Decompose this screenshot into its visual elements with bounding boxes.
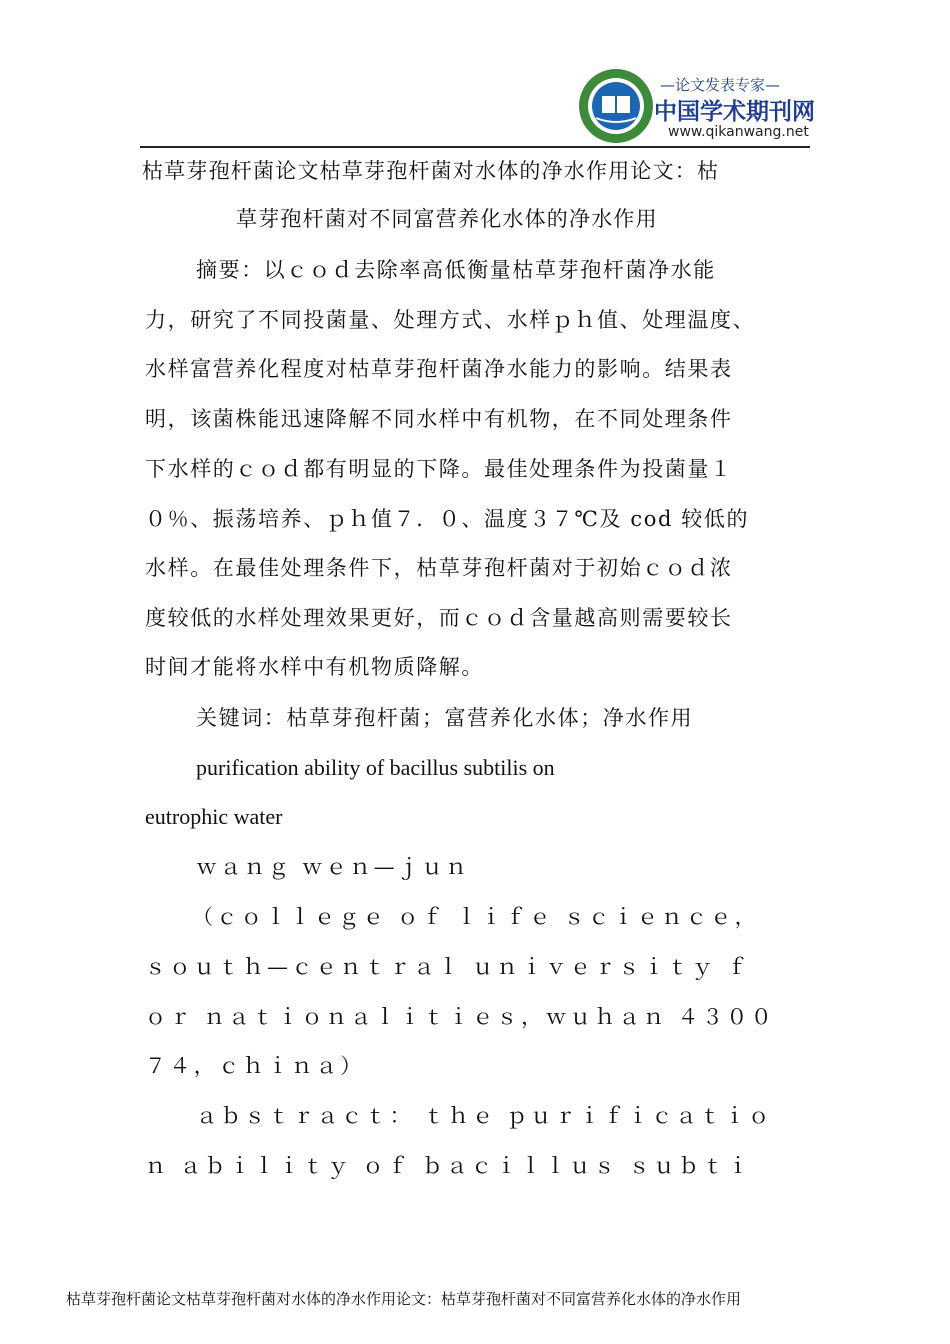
document-title-line-2: 草芽孢杆菌对不同富营养化水体的净水作用 — [236, 207, 658, 231]
logo-slogan: —论文发表专家— — [660, 76, 781, 94]
site-logo[interactable] — [576, 66, 816, 146]
english-title-line-1: purification ability of bacillus subtilis on — [196, 755, 555, 780]
abstract-en-line: ｎ ａｂｉｌｉｔｙ ｏｆ ｂａｃｉｌｌｕｓ ｓｕｂｔｉ — [145, 1154, 752, 1178]
abstract-zh-line: 摘要：以ｃｏｄ去除率高低衡量枯草芽孢杆菌净水能 — [196, 258, 716, 282]
abstract-zh-line: 水样富营养化程度对枯草芽孢杆菌净水能力的影响。结果表 — [145, 357, 733, 381]
abstract-zh-line: 时间才能将水样中有机物质降解。 — [145, 655, 484, 679]
affiliation-line: ７４，ｃｈｉｎａ） — [145, 1054, 365, 1078]
abstract-zh-line: ０％、振荡培养、ｐｈ值７．０、温度３７℃及 cod 较低的 — [145, 507, 750, 531]
logo-url[interactable]: www.qikanwang.net — [668, 124, 809, 140]
abstract-zh-line: 力，研究了不同投菌量、处理方式、水样ｐｈ值、处理温度、 — [145, 308, 756, 332]
affiliation-line: ｓｏｕｔｈ—ｃｅｎｔｒａｌ ｕｎｉｖｅｒｓｉｔｙ ｆ — [145, 955, 751, 979]
affiliation-line: （ｃｏｌｌｅｇｅ ｏｆ ｌｉｆｅ ｓｃｉｅｎｃｅ， — [192, 905, 760, 929]
page-footer: 枯草芽孢杆菌论文枯草芽孢杆菌对水体的净水作用论文：枯草芽孢杆菌对不同富营养化水体的净水作用 — [66, 1290, 742, 1308]
english-title-line-2: eutrophic water — [145, 804, 283, 829]
keywords: 关键词：枯草芽孢杆菌；富营养化水体；净水作用 — [196, 706, 694, 730]
abstract-zh-line: 水样。在最佳处理条件下，枯草芽孢杆菌对于初始ｃｏｄ浓 — [145, 556, 733, 580]
document-title-line-1: 枯草芽孢杆菌论文枯草芽孢杆菌对水体的净水作用论文：枯 — [142, 159, 720, 183]
header-rule — [140, 146, 810, 148]
abstract-zh-line: 度较低的水样处理效果更好，而ｃｏｄ含量越高则需要较长 — [145, 606, 733, 630]
abstract-zh-line: 明，该菌株能迅速降解不同水样中有机物，在不同处理条件 — [145, 407, 733, 431]
abstract-en-line: ａｂｓｔｒａｃｔ： ｔｈｅ ｐｕｒｉｆｉｃａｔｉｏ — [196, 1104, 773, 1128]
author-name: ｗａｎｇ ｗｅｎ—ｊｕｎ — [196, 855, 470, 879]
logo-brand: 中国学术期刊网 — [654, 99, 815, 125]
affiliation-line: ｏｒ ｎａｔｉｏｎａｌｉｔｉｅｓ，ｗｕｈａｎ ４３００ — [145, 1005, 776, 1029]
abstract-zh-line: 下水样的ｃｏｄ都有明显的下降。最佳处理条件为投菌量１ — [145, 457, 733, 481]
globe-book-icon — [576, 66, 656, 146]
